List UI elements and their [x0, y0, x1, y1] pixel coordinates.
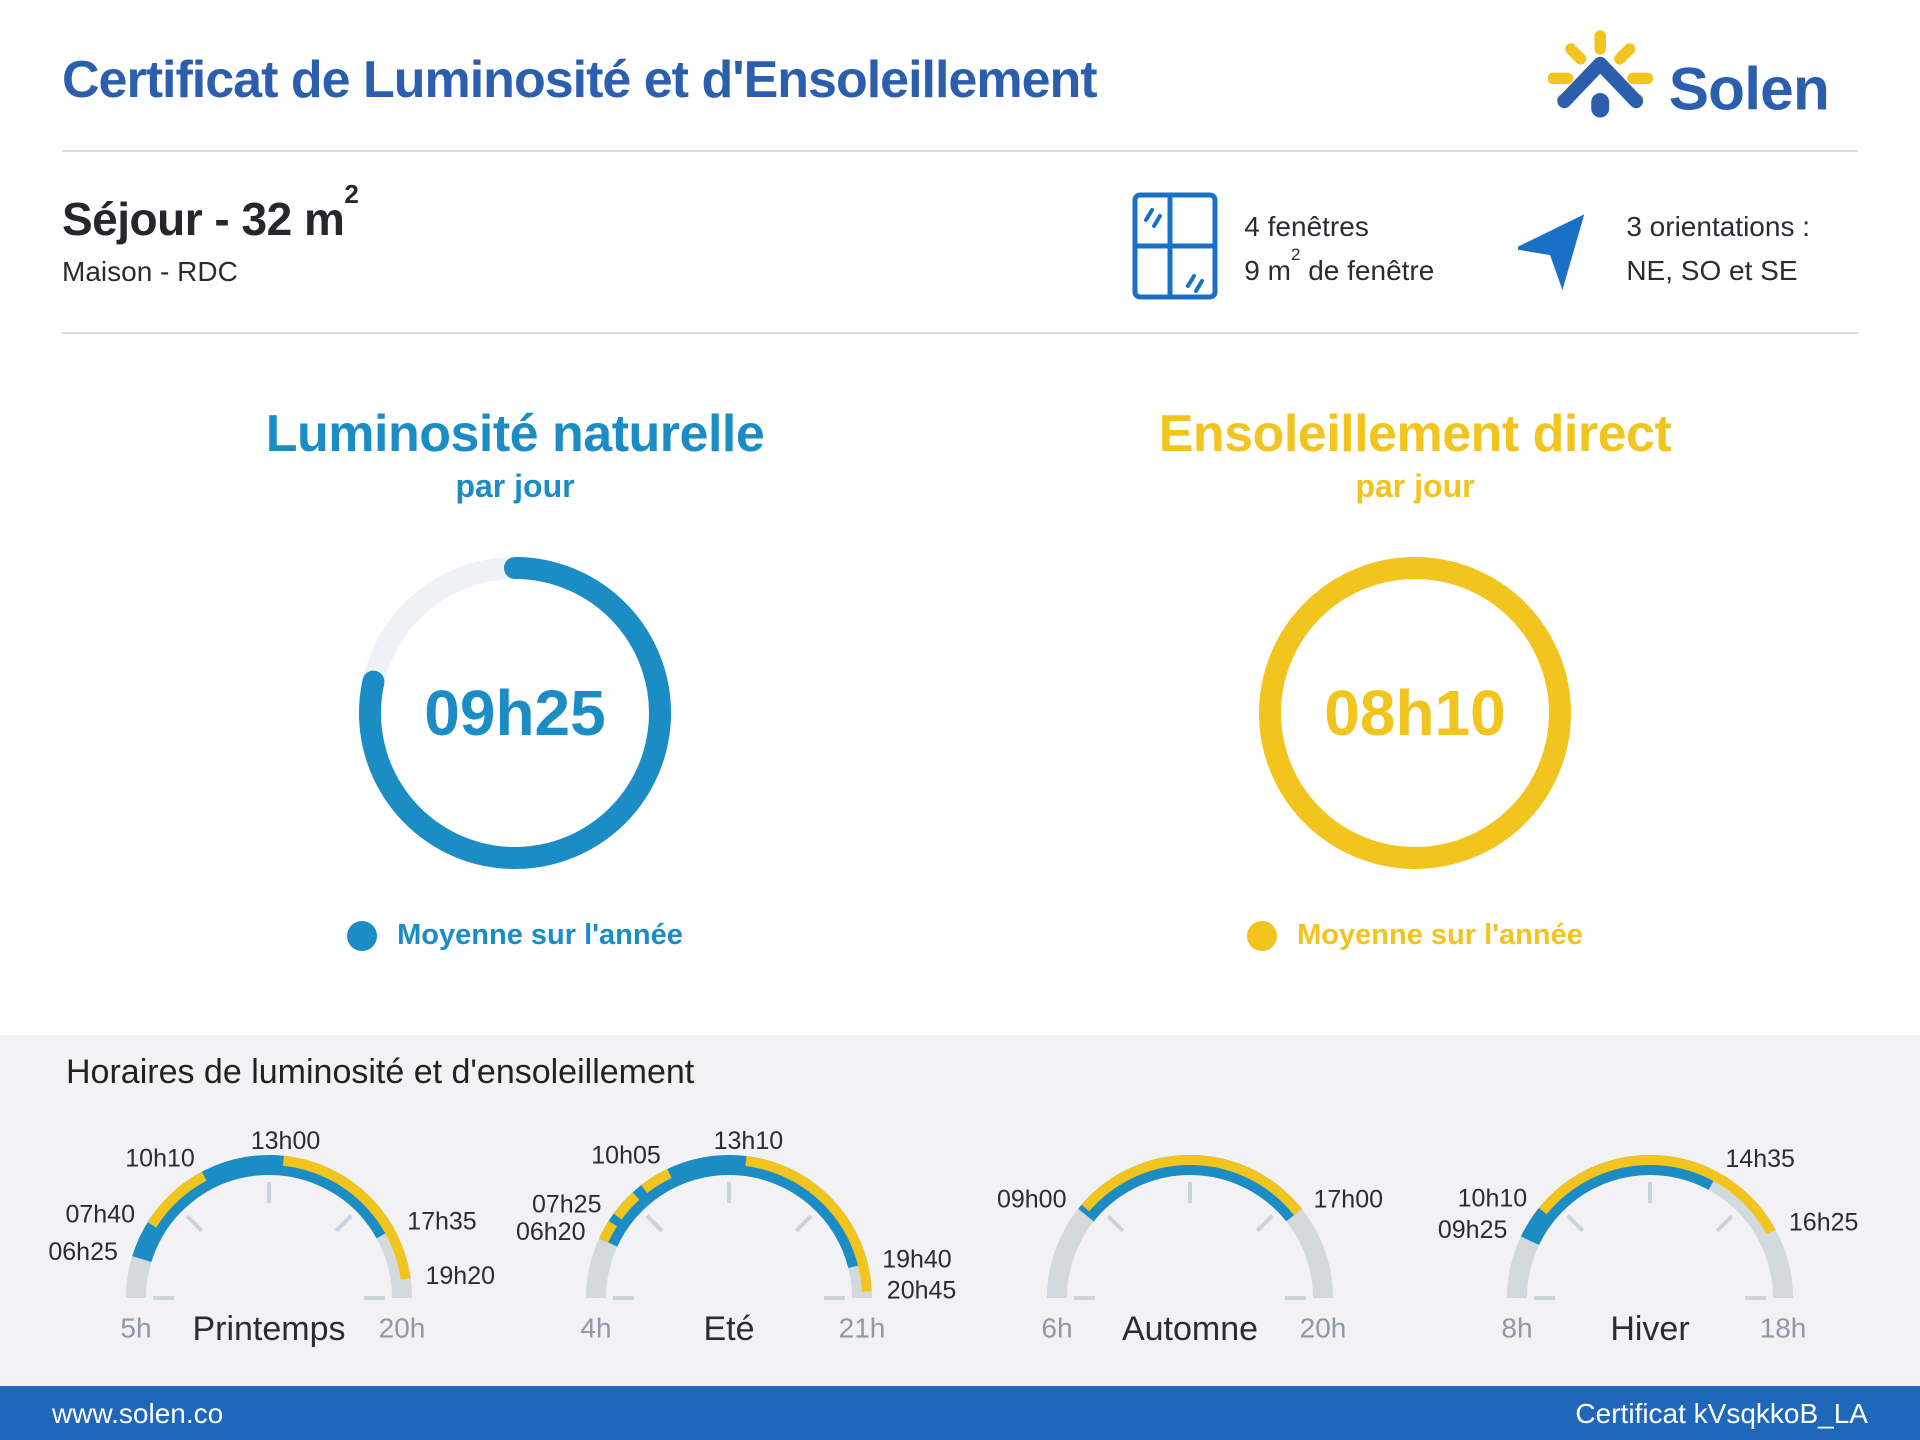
time-label: 10h10 — [1457, 1184, 1528, 1213]
room-title: Séjour - 32 $m^2$ — [62, 178, 359, 245]
daily-gauge-luminosity — [165, 404, 865, 1035]
window-icon — [1132, 192, 1218, 305]
time-label: 14h35 — [1725, 1145, 1795, 1174]
daily-gauge-sunshine — [1065, 404, 1765, 1035]
axis-start-label: 8h — [1501, 1312, 1533, 1344]
gauge-subtitle: par jour — [455, 468, 575, 504]
room-subtitle: Maison - RDC — [62, 256, 238, 287]
season-gauge-automne — [963, 1096, 1418, 1346]
footer — [0, 1386, 1920, 1440]
axis-start-label: 5h — [120, 1312, 152, 1344]
time-label: 06h25 — [48, 1237, 118, 1266]
daily-gauges — [0, 334, 1920, 1035]
time-label: 07h25 — [532, 1190, 602, 1219]
donut-value: 08h10 — [1324, 677, 1506, 749]
time-label: 09h00 — [996, 1185, 1067, 1214]
orientations-list: NE, SO et SE — [1626, 254, 1798, 286]
windows-area: 9 $m^2$ de fenêtre — [1244, 245, 1435, 286]
time-label: 13h10 — [713, 1127, 784, 1156]
season-gauges — [42, 1096, 1878, 1346]
time-label: 16h25 — [1788, 1208, 1859, 1237]
season-label: Hiver — [1610, 1310, 1690, 1348]
time-label: 19h20 — [425, 1262, 496, 1290]
legend-label: Moyenne sur l'année — [397, 919, 683, 951]
sun-house-icon — [1548, 28, 1858, 132]
time-label: 19h40 — [882, 1245, 953, 1274]
orientations-count: 3 orientations : — [1626, 211, 1810, 243]
solen-logo — [1548, 28, 1858, 132]
season-label: Eté — [703, 1310, 755, 1348]
brand-text: Solen — [1668, 54, 1830, 123]
time-label: 17h00 — [1313, 1185, 1383, 1214]
schedule-section — [0, 1035, 1920, 1386]
axis-end-label: 21h — [838, 1312, 886, 1344]
legend-dot — [347, 921, 377, 951]
season-gauge-printemps — [42, 1096, 497, 1346]
header — [0, 0, 1920, 150]
axis-start-label: 4h — [580, 1312, 612, 1344]
time-label: 20h45 — [887, 1276, 957, 1305]
axis-start-label: 6h — [1041, 1312, 1073, 1344]
axis-end-label: 20h — [1299, 1312, 1347, 1344]
season-gauge-eté — [502, 1096, 957, 1346]
gauge-title: Luminosité naturelle — [265, 405, 765, 463]
time-label: 10h05 — [591, 1141, 662, 1170]
compass-icon — [1518, 200, 1600, 297]
season-label: Automne — [1121, 1310, 1258, 1348]
season-label: Printemps — [192, 1310, 346, 1348]
time-label: 07h40 — [65, 1200, 135, 1229]
legend-dot — [1247, 921, 1277, 951]
room-info — [0, 152, 1920, 332]
time-label: 10h10 — [125, 1144, 195, 1173]
donut-value: 09h25 — [424, 677, 606, 749]
windows-info — [1132, 192, 1434, 305]
season-gauge-hiver — [1423, 1096, 1878, 1346]
legend-label: Moyenne sur l'année — [1297, 919, 1583, 951]
windows-count: 4 fenêtres — [1244, 211, 1369, 243]
time-label: 17h35 — [407, 1207, 477, 1236]
time-label: 06h20 — [516, 1218, 586, 1246]
gauge-subtitle: par jour — [1355, 468, 1475, 504]
footer-url: www.solen.co — [52, 1398, 224, 1429]
legend-sunshine — [1247, 919, 1583, 952]
time-label: 13h00 — [250, 1126, 321, 1155]
legend-luminosity — [347, 919, 683, 952]
footer-certificate-id: Certificat kVsqkkoB_LA — [1575, 1398, 1868, 1429]
orientation-info — [1518, 192, 1810, 305]
donut-chart-sunshine — [1235, 533, 1595, 893]
time-label: 09h25 — [1437, 1216, 1508, 1244]
page-title: Certificat de Luminosité et d'Ensoleillement — [62, 51, 1097, 109]
axis-end-label: 20h — [378, 1312, 426, 1344]
axis-end-label: 18h — [1759, 1312, 1807, 1344]
schedule-title: Horaires de luminosité et d'ensoleillement — [66, 1053, 695, 1091]
donut-chart-luminosity — [335, 533, 695, 893]
gauge-title: Ensoleillement direct — [1158, 405, 1672, 463]
